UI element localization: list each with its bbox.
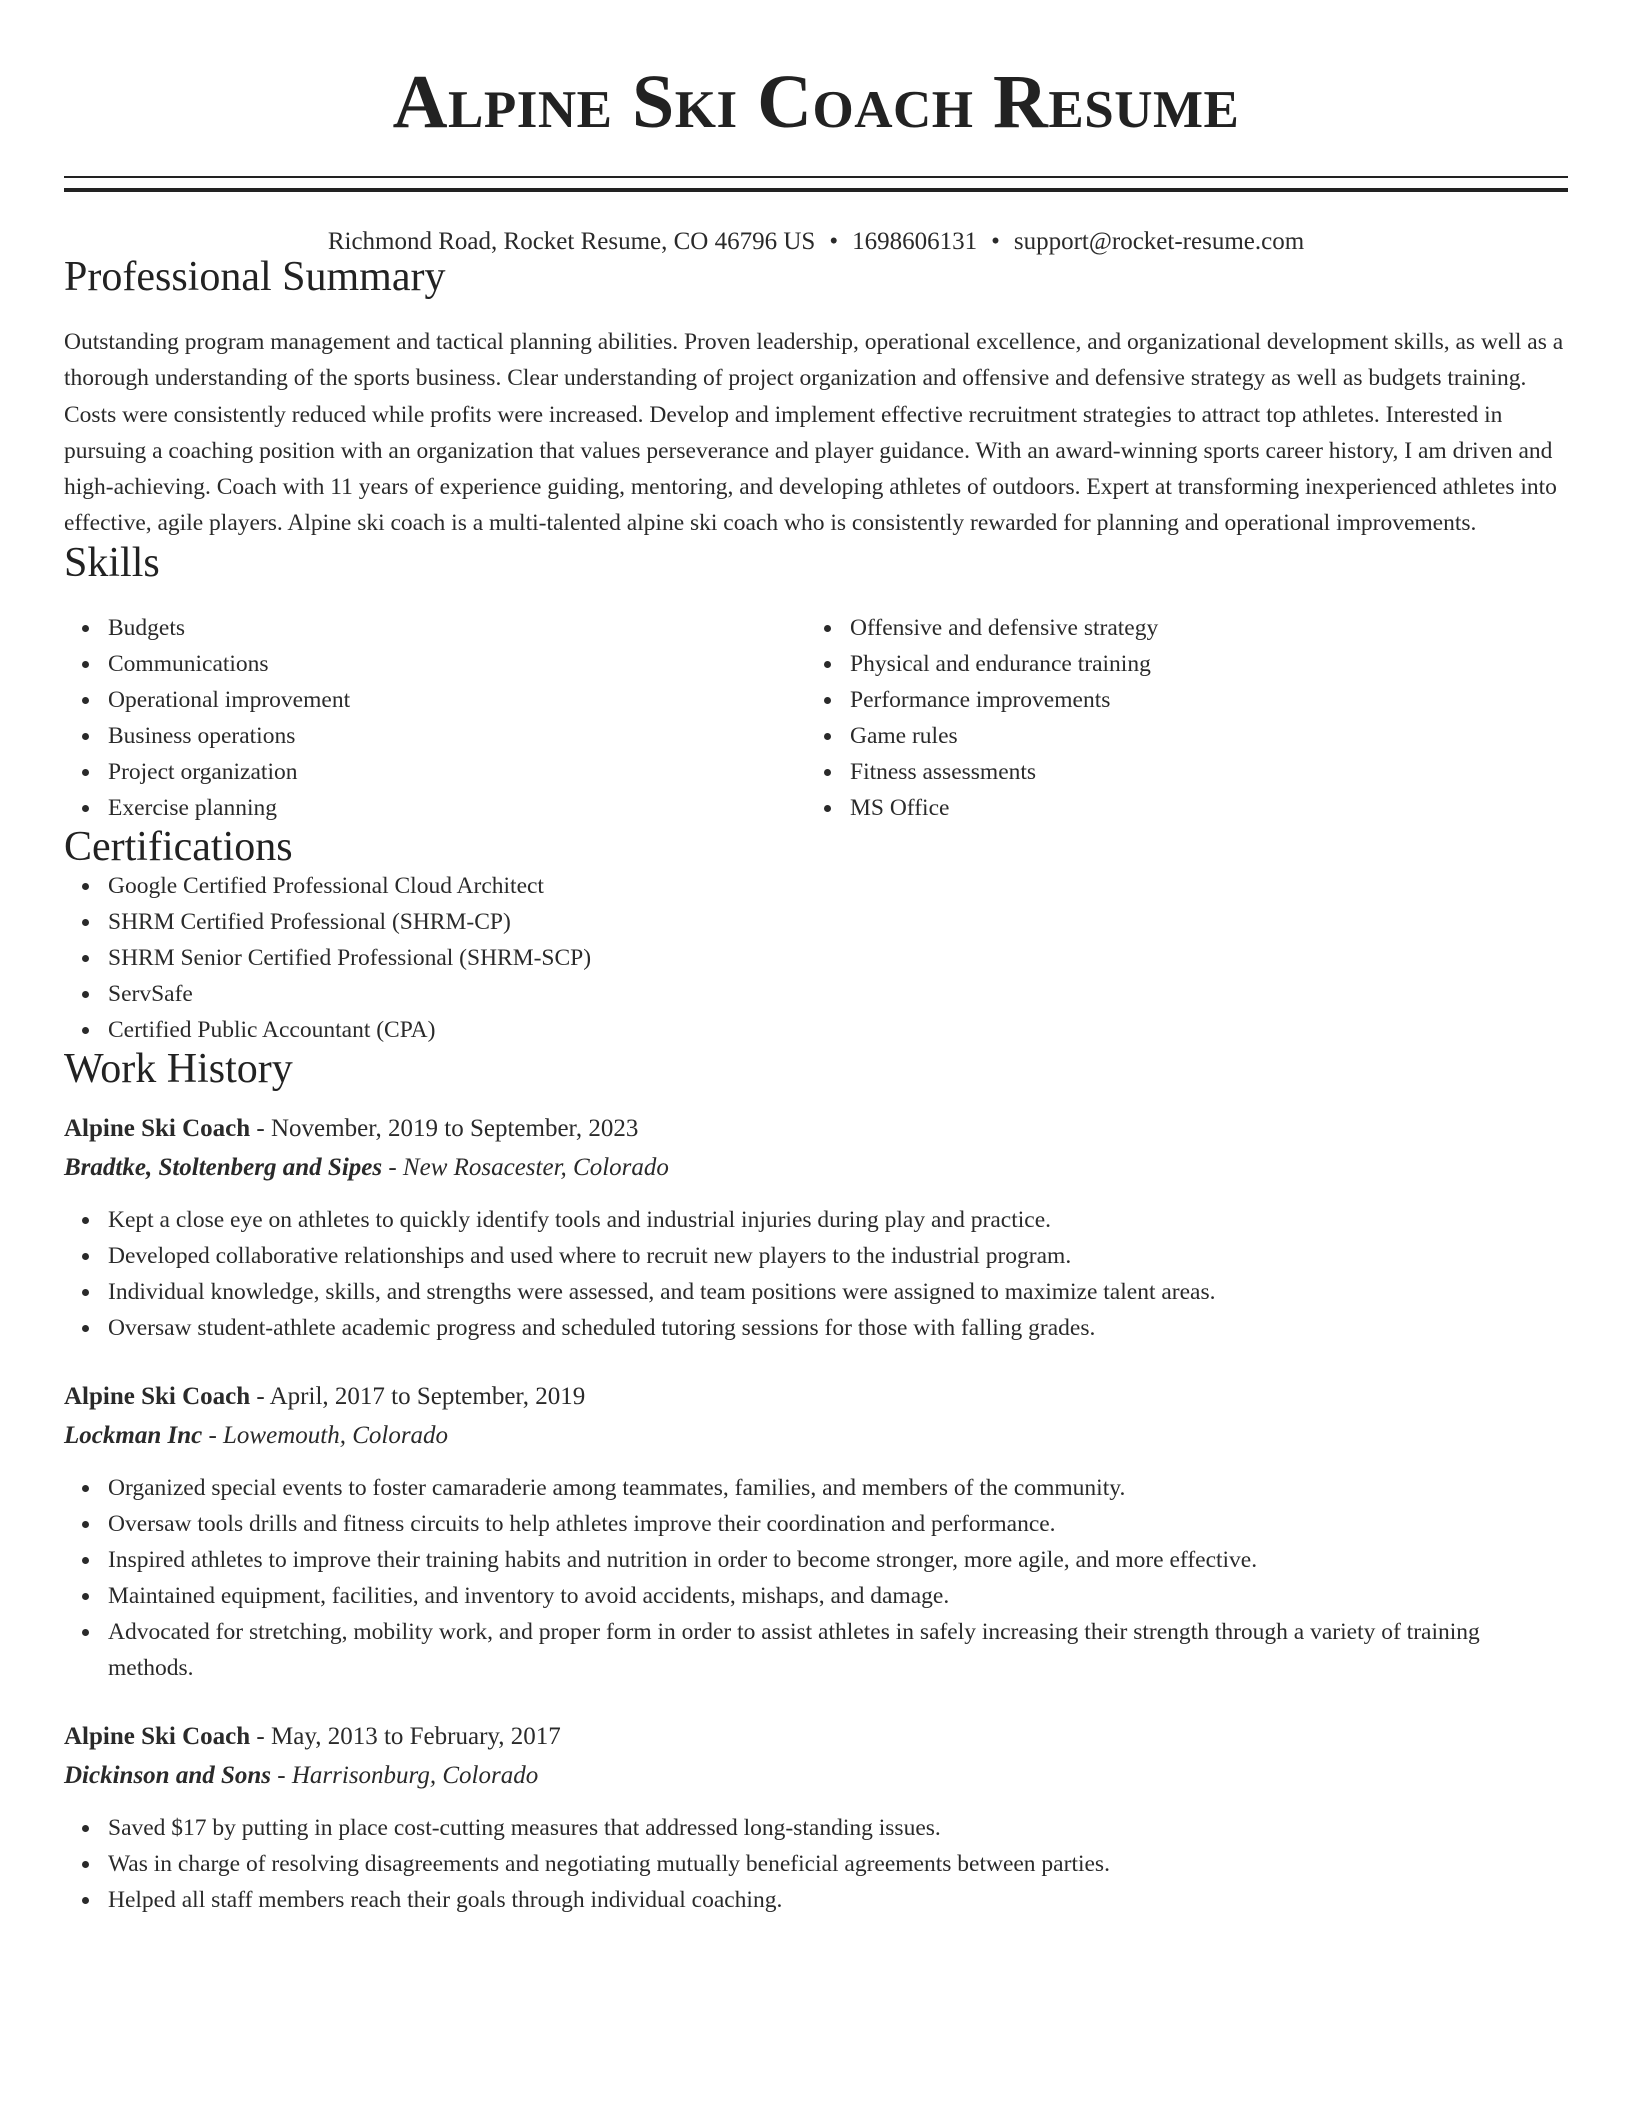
skill-item: Game rules [850, 718, 1548, 754]
resume-title: Alpine Ski Coach Resume [392, 60, 1240, 144]
contact-separator: • [829, 228, 839, 255]
contact-address: Richmond Road, Rocket Resume, CO 46796 US [327, 228, 816, 255]
job-duty: Saved $17 by putting in place cost-cutting measures that addressed long-standing issues. [108, 1810, 1568, 1846]
job-duties [64, 1810, 1568, 1918]
job-duty: Inspired athletes to improve their training habits and nutrition in order to become stronger, more agile, and more effective. [108, 1542, 1568, 1578]
job-duty: Advocated for stretching, mobility work, and proper form in order to assist athletes in safely increasing their strength through a variety of training methods. [108, 1614, 1568, 1686]
job-duties [64, 1470, 1568, 1686]
skill-item: Communications [108, 646, 806, 682]
job-duty: Maintained equipment, facilities, and inventory to avoid accidents, mishaps, and damage. [108, 1578, 1568, 1614]
skill-item: Project organization [108, 754, 806, 790]
skill-item: Business operations [108, 718, 806, 754]
contact-email: support@rocket-resume.com [1013, 228, 1305, 255]
company-line [64, 1155, 1568, 1180]
job-title-line [64, 1116, 1568, 1141]
skill-item: Physical and endurance training [850, 646, 1548, 682]
job-location: Lowemouth, Colorado [223, 1421, 449, 1449]
certification-item: SHRM Certified Professional (SHRM-CP) [108, 904, 1568, 940]
job-duty: Individual knowledge, skills, and strengths were assessed, and team positions were assigned to maximize talent areas. [108, 1274, 1568, 1310]
job-entry [64, 1384, 1568, 1686]
job-duty: Kept a close eye on athletes to quickly identify tools and industrial injuries during play and practice. [108, 1202, 1568, 1238]
job-duty: Oversaw tools drills and fitness circuits to help athletes improve their coordination and performance. [108, 1506, 1568, 1542]
skills-left-column [64, 610, 806, 826]
dash: - [256, 1114, 265, 1142]
job-duty: Organized special events to foster camaraderie among teammates, families, and members of the community. [108, 1470, 1568, 1506]
skill-item: Offensive and defensive strategy [850, 610, 1548, 646]
certifications-heading: Certifications [64, 823, 293, 870]
job-title: Alpine Ski Coach [64, 1114, 251, 1142]
job-dates: May, 2013 to February, 2017 [271, 1722, 561, 1750]
job-dates: April, 2017 to September, 2019 [269, 1382, 586, 1410]
job-title-line [64, 1724, 1568, 1749]
job-duties [64, 1202, 1568, 1346]
job-title-line [64, 1384, 1568, 1409]
company-name: Dickinson and Sons [64, 1761, 272, 1789]
job-entry [64, 1724, 1568, 1918]
title-divider [64, 176, 1568, 192]
contact-separator: • [991, 228, 1000, 255]
skill-item: MS Office [850, 790, 1548, 826]
job-duty: Was in charge of resolving disagreements and negotiating mutually beneficial agreements between parties. [108, 1846, 1568, 1882]
skills-right-column [806, 610, 1548, 826]
job-location: New Rosacester, Colorado [402, 1153, 669, 1181]
skills-list [64, 610, 1568, 826]
skill-item: Exercise planning [108, 790, 806, 826]
certification-item: SHRM Senior Certified Professional (SHRM-SCP) [108, 940, 1568, 976]
certification-item: Certified Public Accountant (CPA) [108, 1012, 1568, 1048]
dash: - [208, 1421, 217, 1449]
job-duty: Developed collaborative relationships and used where to recruit new players to the industrial program. [108, 1238, 1568, 1274]
certification-item: ServSafe [108, 976, 1568, 1012]
skill-item: Budgets [108, 610, 806, 646]
job-duty: Helped all staff members reach their goals through individual coaching. [108, 1882, 1568, 1918]
skills-heading: Skills [64, 539, 160, 586]
company-line [64, 1763, 1568, 1788]
skill-item: Fitness assessments [850, 754, 1548, 790]
dash: - [256, 1382, 265, 1410]
company-name: Lockman Inc [64, 1421, 203, 1449]
skill-item: Operational improvement [108, 682, 806, 718]
job-duty: Oversaw student-athlete academic progress and scheduled tutoring sessions for those with falling grades. [108, 1310, 1568, 1346]
summary-text: Outstanding program management and tactical planning abilities. Proven leadership, operational excellence, and organizational development skills, as well as a thorough understanding of the sports business. Clear understanding of project organization and offensive and defensive strategy as well as budgets training. Costs were consistently reduced while profits were increased. Develop and implement effective recruitment strategies to attract top athletes. Interested in pursuing a coaching position with an organization that values perseverance and player guidance. With an award-winning sports career history, I am driven and high-achieving. Coach with 11 years of experience guiding, mentoring, and developing athletes of outdoors. Expert at transforming inexperienced athletes into effective, agile players. Alpine ski coach is a multi-talented alpine ski coach who is consistently rewarded for planning and operational improvements. [64, 329, 1564, 537]
work-history-heading: Work History [64, 1045, 293, 1092]
job-title: Alpine Ski Coach [64, 1722, 251, 1750]
summary-heading: Professional Summary [64, 254, 446, 300]
contact-line [64, 228, 1568, 256]
company-line [64, 1423, 1568, 1448]
job-location: Harrisonburg, Colorado [291, 1761, 539, 1789]
dash: - [388, 1153, 397, 1181]
company-name: Bradtke, Stoltenberg and Sipes [64, 1153, 383, 1181]
certifications-list [64, 868, 1568, 1048]
skill-item: Performance improvements [850, 682, 1548, 718]
job-dates: November, 2019 to September, 2023 [271, 1114, 639, 1142]
contact-phone: 1698606131 [852, 228, 978, 255]
certification-item: Google Certified Professional Cloud Architect [108, 868, 1568, 904]
dash: - [277, 1761, 286, 1789]
job-title: Alpine Ski Coach [64, 1382, 251, 1410]
dash: - [256, 1722, 265, 1750]
job-entry [64, 1116, 1568, 1346]
